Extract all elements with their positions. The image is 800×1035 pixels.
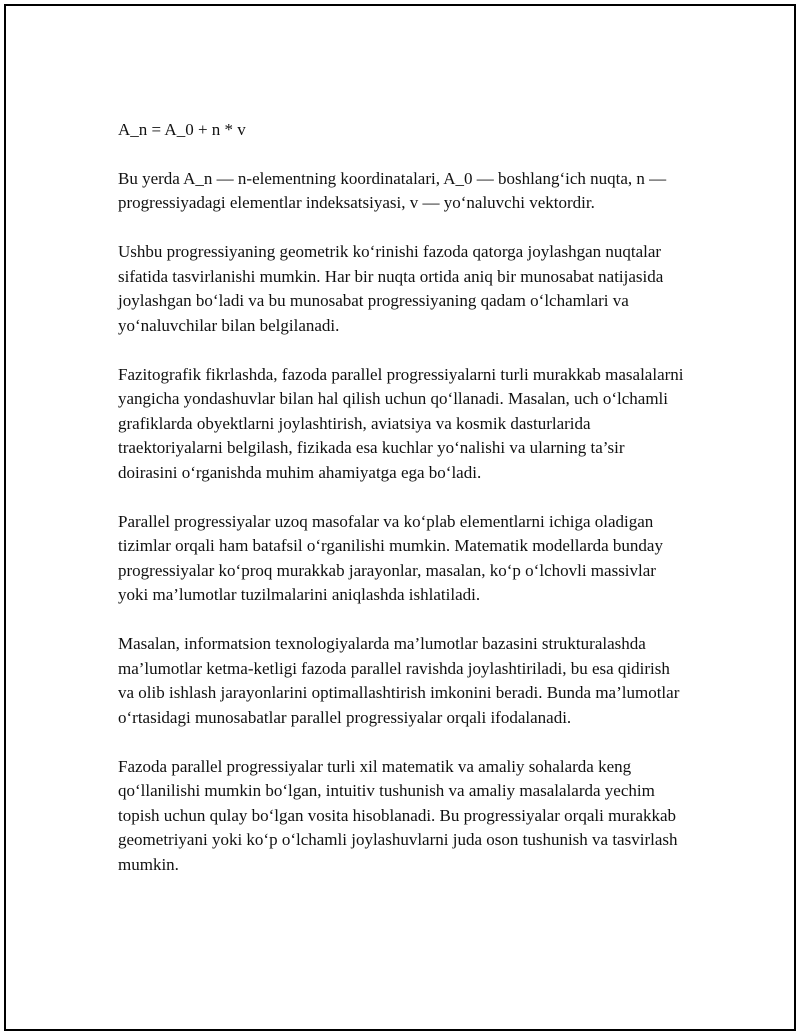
paragraph-applications: Fazitografik fikrlashda, fazoda parallel progressiyalarni turli murakkab masalalarni yangicha yondashuvlar bilan hal qilish uchun qo‘llanadi. Masalan, uch o‘lchamli grafiklarda obyektlarni joylashtirish, aviatsiya va kosmik dasturlarida traektoriyalarni belgilash, fizikada esa kuchlar yo‘nalishi va ularning ta’sir doirasini o‘rganishda muhim ahamiyatga ega bo‘ladi. [118, 364, 684, 482]
paragraph-variables: Bu yerda A_n — n-elementning koordinatalari, A_0 — boshlang‘ich nuqta, n — progressiyadagi elementlar indeksatsiyasi, v — yo‘naluvchi vektordir. [118, 168, 667, 212]
paragraph-complex-systems: Parallel progressiyalar uzoq masofalar va ko‘plab elementlarni ichiga oladigan tizimlar orqali ham batafsil o‘rganilishi mumkin. Matematik modellarda bunday progressiyalar ko‘proq murakkab jarayonlar, masalan, ko‘p o‘lchovli massivlar yoki ma’lumotlar tuzilmalarini aniqlashda ishlatiladi. [118, 511, 663, 604]
paragraph-geometric-view: Ushbu progressiyaning geometrik ko‘rinishi fazoda qatorga joylashgan nuqtalar sifatida tasvirlanishi mumkin. Har bir nuqta ortida aniq bir munosabat natijasida joylashgan bo‘ladi va bu munosabat progressiyaning qadam o‘lchamlari va yo‘naluvchilar bilan belgilanadi. [118, 242, 664, 335]
formula-line: A_n = A_0 + n * v [118, 120, 246, 139]
paragraph-conclusion: Fazoda parallel progressiyalar turli xil matematik va amaliy sohalarda keng qo‘llanilishi mumkin bo‘lgan, intuitiv tushunish va amaliy masalalarda yechim topish uchun qulay bo‘lgan vosita hisoblanadi. Bu progressiyalar orqali murakkab geometriyani yoki ko‘p o‘lchamli joylashuvlarni juda oson tushunish va tasvirlash mumkin. [118, 756, 678, 874]
document-body [118, 118, 688, 902]
paragraph-information-technology: Masalan, informatsion texnologiyalarda ma’lumotlar bazasini strukturalashda ma’lumotlar ketma-ketligi fazoda parallel ravishda joylashtiriladi, bu esa qidirish va olib ishlash jarayonlarini optimallashtirish imkonini beradi. Bunda ma’lumotlar o‘rtasidagi munosabatlar parallel progressiyalar orqali ifodalanadi. [118, 634, 680, 727]
